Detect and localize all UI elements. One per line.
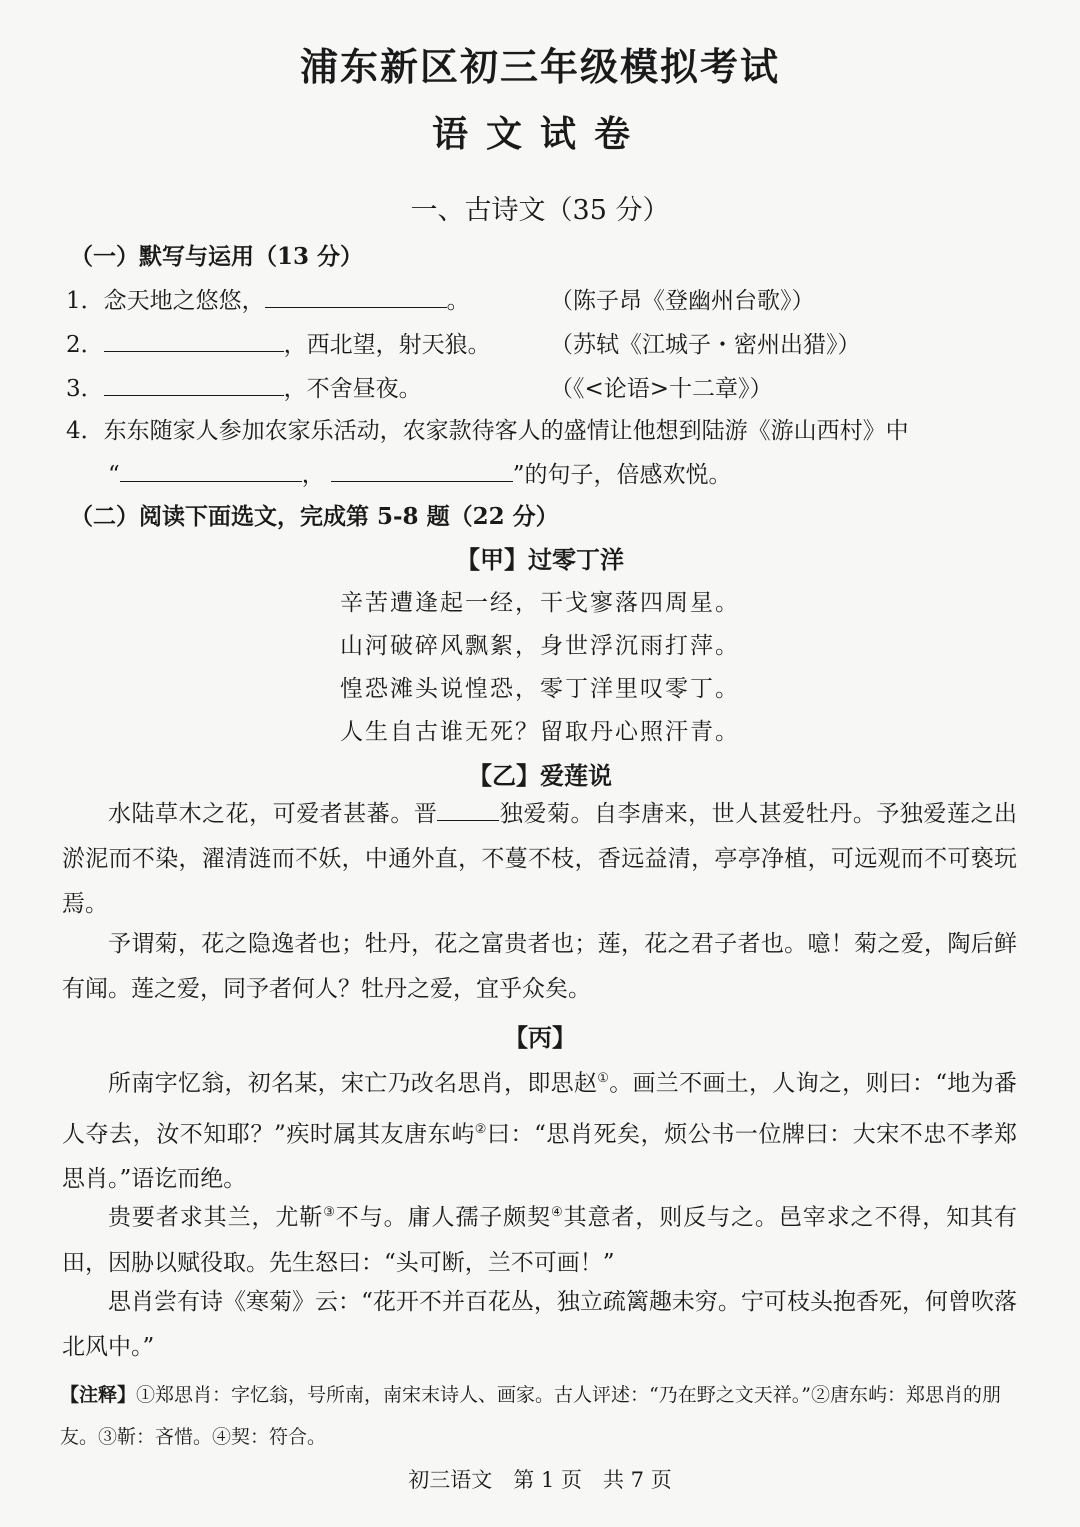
yi-p1-post: 独爱菊。自李唐来，世人甚爱牡丹。予独爱莲之出淤泥而不染，濯清涟而不妖，中通外直，不蔓不枝，香远益清，亭亭净植，可远观而不可亵玩焉。 bbox=[62, 801, 1018, 917]
bing-paragraph-2 bbox=[62, 1190, 1017, 1286]
yi-paragraph-2: 予谓菊，花之隐逸者也；牡丹，花之富贵者也；莲，花之君子者也。噫！菊之爱，陶后鲜有闻。莲之爱，同予者何人？牡丹之爱，宜乎众矣。 bbox=[62, 931, 1017, 1002]
bing-p1-a: 所南字忆翁，初名某，宋亡乃改名思肖，即思赵 bbox=[108, 1070, 598, 1097]
bing-p2-b: 不与。庸人孺子颇契 bbox=[335, 1204, 552, 1231]
part2-title: （二）阅读下面选文，完成第 5-8 题（22 分） bbox=[70, 503, 559, 530]
section-title: 一、古诗文（35 分） bbox=[410, 195, 670, 226]
note-marker: ③ bbox=[323, 1205, 336, 1220]
question-4: 4．东东随家人参加农家乐活动，农家款待客人的盛情让他想到陆游《游山西村》中 bbox=[66, 418, 909, 444]
question-1 bbox=[66, 282, 470, 315]
annotations bbox=[60, 1374, 1020, 1458]
answer-blank[interactable] bbox=[265, 285, 447, 308]
note-marker: ① bbox=[597, 1071, 610, 1086]
comma: ， bbox=[301, 462, 325, 488]
question-2 bbox=[66, 326, 491, 359]
exam-title: 浦东新区初三年级模拟考试 bbox=[299, 45, 780, 89]
answer-blank[interactable] bbox=[120, 459, 302, 482]
poem-line: 人生自古谁无死？留取丹心照汗青。 bbox=[340, 719, 740, 745]
answer-blank[interactable] bbox=[331, 459, 513, 482]
question-4-blanks bbox=[108, 456, 732, 489]
question-1-source: （陈子昂《登幽州台歌》） bbox=[550, 288, 815, 314]
question-4-end: ”的句子，倍感欢悦。 bbox=[512, 462, 732, 488]
question-number: 1． bbox=[66, 288, 104, 314]
bing-title: 【丙】 bbox=[504, 1023, 576, 1052]
question-text: ，西北望，射天狼。 bbox=[283, 332, 491, 358]
paper-subtitle: 语文试卷 bbox=[431, 114, 648, 155]
question-2-source: （苏轼《江城子・密州出猎》） bbox=[550, 332, 861, 358]
notes-label: 【注释】 bbox=[60, 1384, 137, 1406]
bing-p1-c: 曰：“思肖死矣，烦公书一位牌曰：大宋不忠不孝郑思肖。”语讫而绝。 bbox=[62, 1121, 1017, 1193]
question-text: ，不舍昼夜。 bbox=[283, 376, 422, 402]
part1-title: （一）默写与运用（13 分） bbox=[70, 243, 364, 270]
page-footer: 初三语文 第 1 页 共 7 页 bbox=[408, 1468, 672, 1492]
question-3 bbox=[66, 370, 422, 403]
yi-p1-pre: 水陆草木之花，可爱者甚蕃。晋 bbox=[108, 801, 438, 827]
question-3-source: （《<论语>十二章》） bbox=[550, 376, 773, 402]
question-number: 3． bbox=[66, 376, 104, 402]
poem-line: 辛苦遭逢起一经，干戈寥落四周星。 bbox=[340, 590, 740, 616]
yi-title: 【乙】爱莲说 bbox=[468, 761, 612, 790]
open-quote: “ bbox=[108, 462, 120, 488]
poem-line: 惶恐滩头说惶恐，零丁洋里叹零丁。 bbox=[340, 676, 740, 702]
answer-blank[interactable] bbox=[104, 329, 284, 352]
bing-paragraph-1 bbox=[62, 1056, 1017, 1202]
answer-blank[interactable] bbox=[437, 798, 499, 821]
question-number: 2． bbox=[66, 332, 104, 358]
notes-text: ①郑思肖：字忆翁，号所南，南宋末诗人、画家。古人评述：“乃在野之文天祥。”②唐东屿：郑思肖的朋友。③靳：吝惜。④契：符合。 bbox=[60, 1384, 1001, 1448]
poem-line: 山河破碎风飘絮，身世浮沉雨打萍。 bbox=[340, 633, 740, 659]
note-marker: ② bbox=[474, 1121, 487, 1137]
note-marker: ④ bbox=[551, 1205, 564, 1220]
question-text: 念天地之悠悠， bbox=[103, 288, 265, 314]
bing-p1-b: 。画兰不画土，人询之，则曰：“地为番人夺去，汝不知耶？”疾时属其友唐东屿 bbox=[62, 1070, 1017, 1148]
yi-paragraph-1 bbox=[62, 792, 1017, 927]
jia-title: 【甲】过零丁洋 bbox=[456, 545, 624, 574]
question-text-end: 。 bbox=[446, 288, 470, 314]
answer-blank[interactable] bbox=[104, 373, 284, 396]
bing-paragraph-3: 思肖尝有诗《寒菊》云：“花开不并百花丛，独立疏篱趣未穷。宁可枝头抱香死，何曾吹落北风中。” bbox=[62, 1289, 1017, 1360]
bing-p2-a: 贵要者求其兰，尤靳 bbox=[108, 1204, 324, 1231]
bing-p2-c: 其意者，则反与之。邑宰求之不得，知其有田，因胁以赋役取。先生怒曰：“头可断，兰不可画！” bbox=[62, 1204, 1018, 1276]
